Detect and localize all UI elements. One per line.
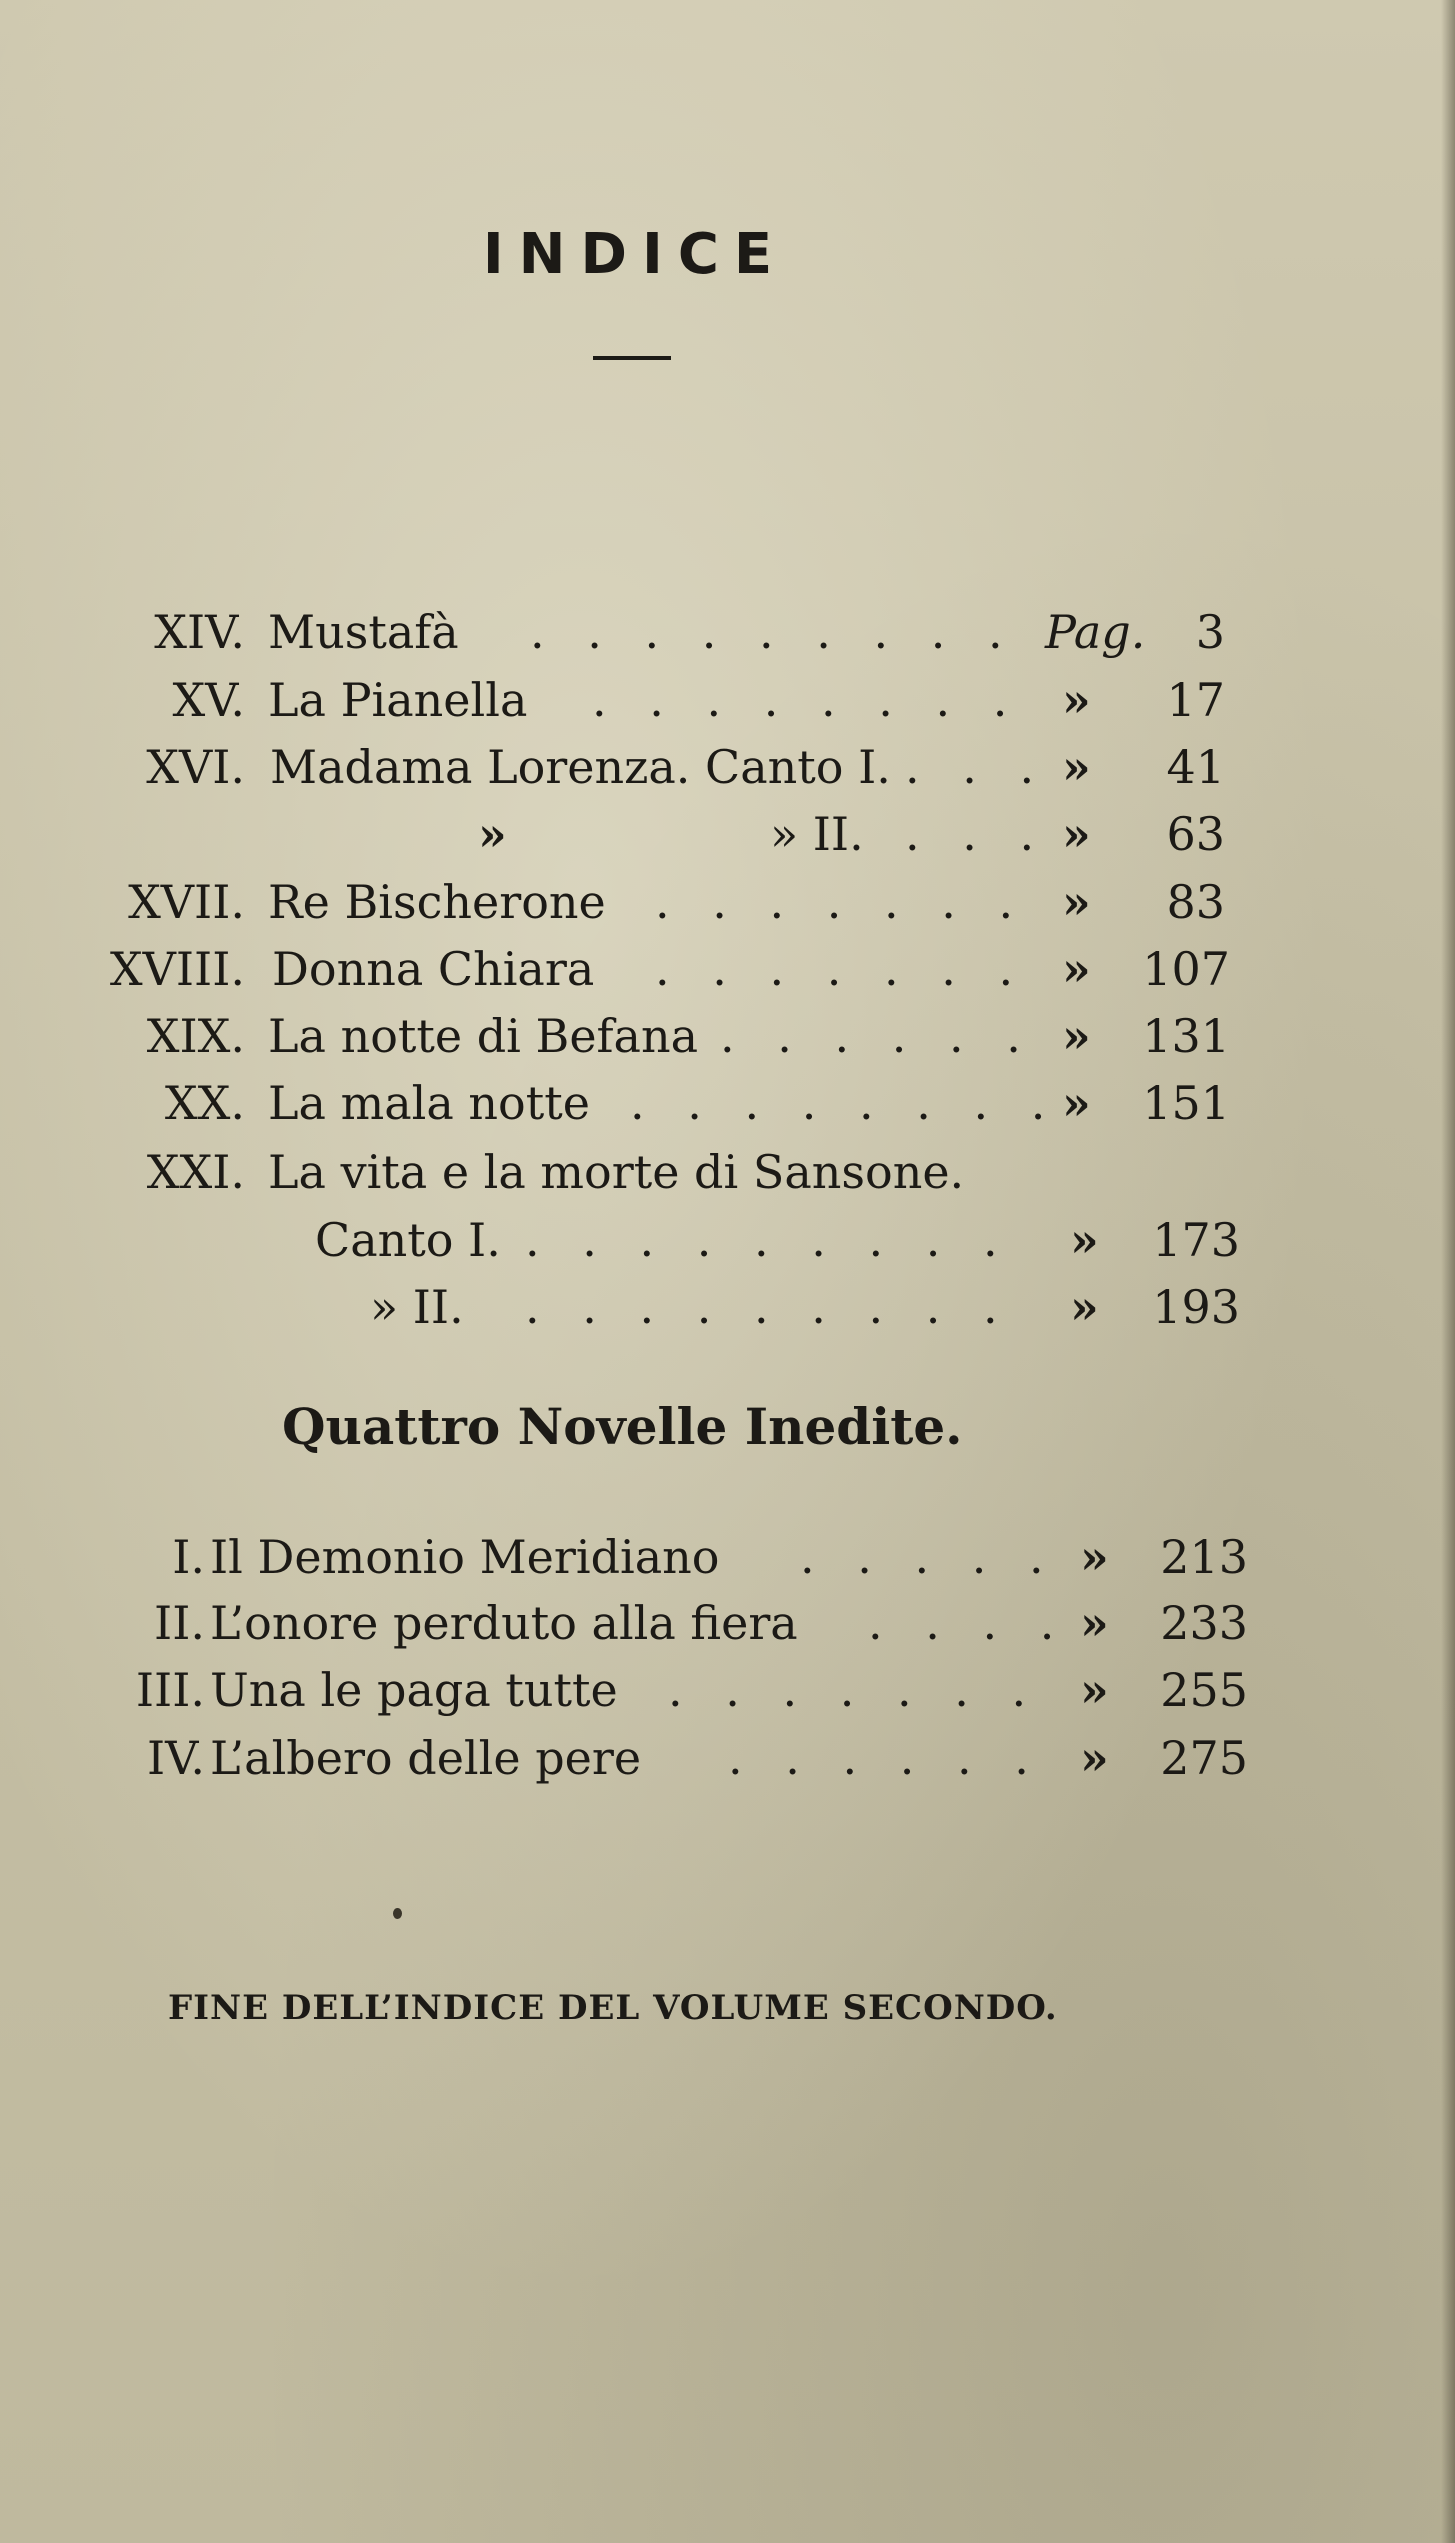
section-heading: Quattro Novelle Inedite.: [282, 1397, 963, 1456]
entry-title: » II.: [370, 1280, 464, 1334]
ditto-mark: »: [1062, 942, 1091, 996]
toc-entry: [0, 1004, 1455, 1068]
entry-numeral: XVI.: [146, 740, 245, 794]
entry-leader-dots: . . . . . . .: [655, 875, 1028, 929]
ditto-mark: »: [1070, 1213, 1099, 1267]
entry-leader-dots: . . . . . . . . .: [525, 1213, 1012, 1267]
entry-title: Il Demonio Meridiano: [210, 1530, 720, 1584]
entry-page-number: 83: [1166, 875, 1225, 929]
entry-title: Canto I.: [315, 1213, 501, 1267]
toc-entry: [0, 802, 1455, 866]
entry-page-number: 107: [1142, 942, 1230, 996]
entry-leader-dots: . . .: [905, 740, 1049, 794]
ditto-mark: »: [1062, 673, 1091, 727]
toc-entry: [0, 1071, 1455, 1135]
entry-numeral: XV.: [172, 673, 245, 727]
entry-page-number: 151: [1142, 1076, 1230, 1130]
entry-page-number: 255: [1160, 1663, 1248, 1717]
entry-title: La mala notte: [268, 1076, 590, 1130]
toc-entry: [0, 1591, 1455, 1655]
toc-entry: [0, 1275, 1455, 1339]
entry-title: La vita e la morte di Sansone.: [268, 1145, 965, 1199]
entry-leader-dots: . . .: [905, 807, 1049, 861]
entry-numeral: XVII.: [128, 875, 245, 929]
page-label: Pag.: [1045, 605, 1146, 659]
entry-numeral: XVIII.: [109, 942, 245, 996]
toc-entry: [0, 1525, 1455, 1589]
ditto-mark: »: [1080, 1731, 1109, 1785]
entry-numeral: XIX.: [146, 1009, 245, 1063]
entry-page-number: 17: [1166, 673, 1225, 727]
entry-leader-dots: . . . . .: [800, 1530, 1058, 1584]
ditto-mark: »: [1062, 875, 1091, 929]
entry-leader-dots: . . . . . . . .: [592, 673, 1022, 727]
entry-title: Donna Chiara: [272, 942, 595, 996]
page-title: INDICE: [482, 222, 788, 287]
toc-entry: [0, 870, 1455, 934]
entry-leader-dots: . . . . . . . . .: [525, 1280, 1012, 1334]
entry-numeral: XIV.: [154, 605, 245, 659]
toc-entry: [0, 1726, 1455, 1790]
entry-page-number: 173: [1152, 1213, 1240, 1267]
entry-numeral: II.: [154, 1596, 205, 1650]
toc-entry: [0, 1208, 1455, 1272]
ditto-mark: »: [1080, 1663, 1109, 1717]
entry-leader-dots: . . . . . . . . .: [530, 605, 1017, 659]
entry-page-number: 3: [1195, 605, 1225, 659]
entry-title: L’albero delle pere: [210, 1731, 642, 1785]
entry-leader-dots: . . . .: [868, 1596, 1069, 1650]
entry-page-number: 131: [1142, 1009, 1230, 1063]
entry-numeral: III.: [135, 1663, 205, 1717]
closing-note: FINE DELL’INDICE DEL VOLUME SECONDO.: [168, 1988, 1058, 2028]
ditto-mark: »: [1080, 1530, 1109, 1584]
ditto-mark: »: [1062, 740, 1091, 794]
ditto-mark: »: [1070, 1280, 1099, 1334]
ditto-mark: »: [1062, 807, 1091, 861]
entry-leader-dots: . . . . . .: [728, 1731, 1043, 1785]
entry-title: Una le paga tutte: [210, 1663, 618, 1717]
toc-entry: [0, 1140, 1455, 1204]
entry-title: La notte di Befana: [268, 1009, 699, 1063]
entry-numeral: XXI.: [146, 1145, 245, 1199]
entry-title: La Pianella: [268, 673, 528, 727]
entry-leader-dots: . . . . . . . .: [630, 1076, 1060, 1130]
toc-entry: [0, 1658, 1455, 1722]
entry-numeral: XX.: [164, 1076, 245, 1130]
ditto-mark: »: [478, 807, 507, 861]
entry-page-number: 233: [1160, 1596, 1248, 1650]
ditto-mark: »: [1080, 1596, 1109, 1650]
toc-entry: [0, 937, 1455, 1001]
entry-page-number: 275: [1160, 1731, 1248, 1785]
toc-entry: [0, 668, 1455, 732]
entry-title: Re Bischerone: [268, 875, 606, 929]
entry-leader-dots: . . . . . . .: [668, 1663, 1041, 1717]
entry-leader-dots: . . . . . . .: [655, 942, 1028, 996]
entry-page-number: 193: [1152, 1280, 1240, 1334]
entry-leader-dots: . . . . . .: [720, 1009, 1035, 1063]
ink-speck: [393, 1908, 402, 1919]
entry-numeral: IV.: [147, 1731, 205, 1785]
entry-title: Madama Lorenza. Canto I.: [270, 740, 891, 794]
entry-numeral: I.: [172, 1530, 205, 1584]
entry-title: L’onore perduto alla fiera: [210, 1596, 798, 1650]
toc-entry: [0, 735, 1455, 799]
entry-title: Mustafà: [268, 605, 459, 659]
toc-entry: [0, 600, 1455, 664]
entry-title: » II.: [770, 807, 864, 861]
ditto-mark: »: [1062, 1009, 1091, 1063]
ditto-mark: »: [1062, 1076, 1091, 1130]
entry-page-number: 63: [1166, 807, 1225, 861]
entry-page-number: 41: [1166, 740, 1225, 794]
entry-page-number: 213: [1160, 1530, 1248, 1584]
